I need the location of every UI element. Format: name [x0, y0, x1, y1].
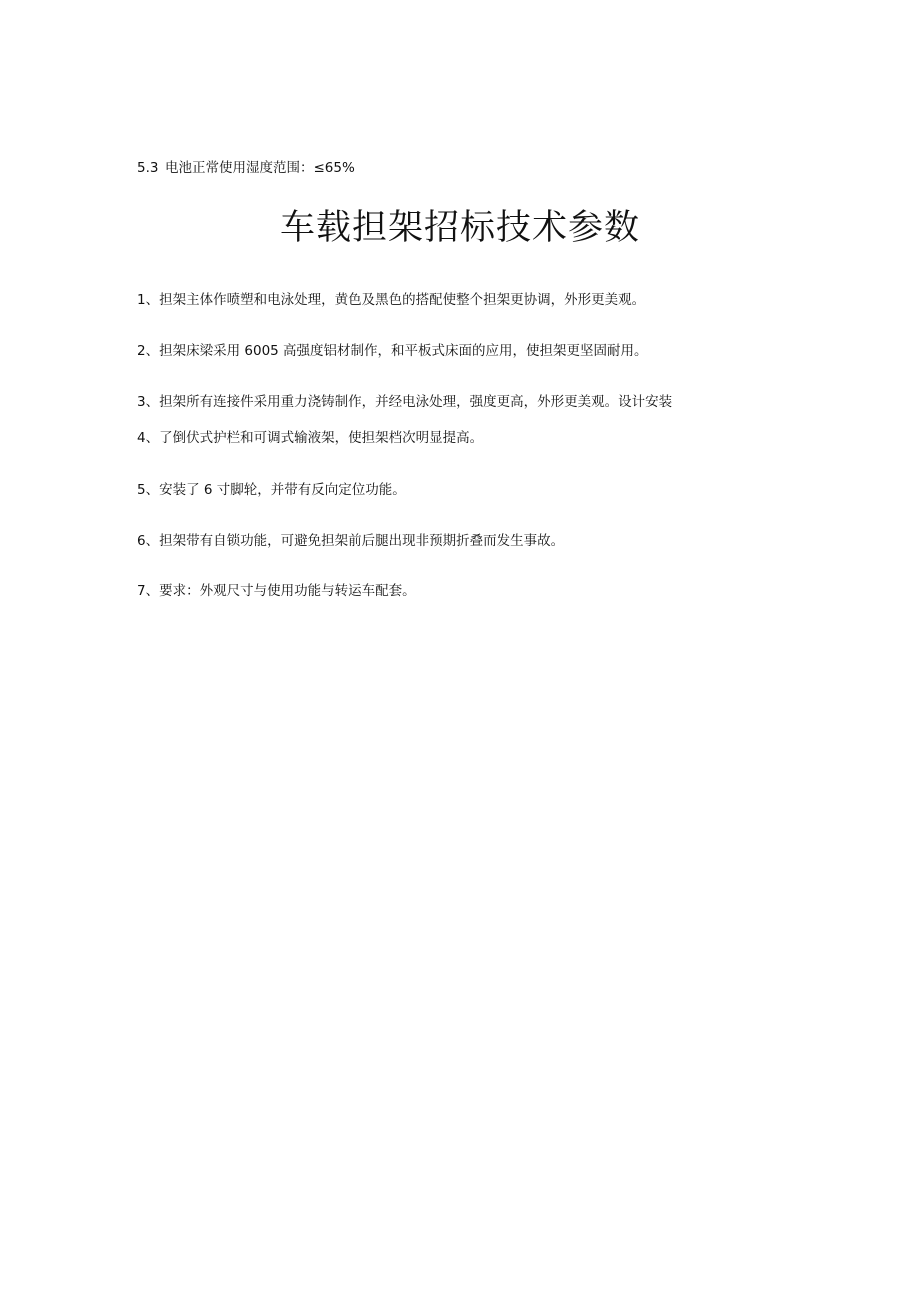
list-item-number: 1、 [137, 292, 160, 308]
list-item-text: 了倒伏式护栏和可调式输液架，使担架档次明显提高。 [159, 430, 484, 446]
document-title: 车载担架招标技术参数 [279, 208, 640, 248]
preface-text: 电池正常使用湿度范围：≤65% [165, 160, 355, 176]
list-item [137, 582, 416, 600]
preface-line [137, 159, 355, 177]
list-item-text: 担架主体作喷塑和电泳处理，黄色及黑色的搭配使整个担架更协调，外形更美观。 [159, 292, 646, 308]
list-item [137, 393, 672, 411]
list-item-number: 3、 [137, 394, 160, 410]
list-item-text: 担架所有连接件采用重力浇铸制作，并经电泳处理，强度更高，外形更美观。设计安装 [159, 394, 673, 410]
list-item [137, 342, 648, 360]
list-item-number: 6、 [137, 533, 160, 549]
list-item-text: 安装了 6 寸脚轮，并带有反向定位功能。 [159, 482, 406, 498]
list-item-number: 4、 [137, 430, 160, 446]
list-item [137, 481, 406, 499]
list-item-number: 2、 [137, 343, 160, 359]
list-item-text: 要求：外观尺寸与使用功能与转运车配套。 [159, 583, 416, 599]
list-item-number: 7、 [137, 583, 160, 599]
list-item [137, 291, 645, 309]
list-item-text: 担架带有自锁功能，可避免担架前后腿出现非预期折叠而发生事故。 [159, 533, 565, 549]
list-item [137, 429, 483, 447]
preface-number: 5.3 [137, 160, 159, 176]
list-item [137, 532, 564, 550]
list-item-number: 5、 [137, 482, 160, 498]
list-item-text: 担架床梁采用 6005 高强度铝材制作，和平板式床面的应用，使担架更坚固耐用。 [159, 343, 648, 359]
